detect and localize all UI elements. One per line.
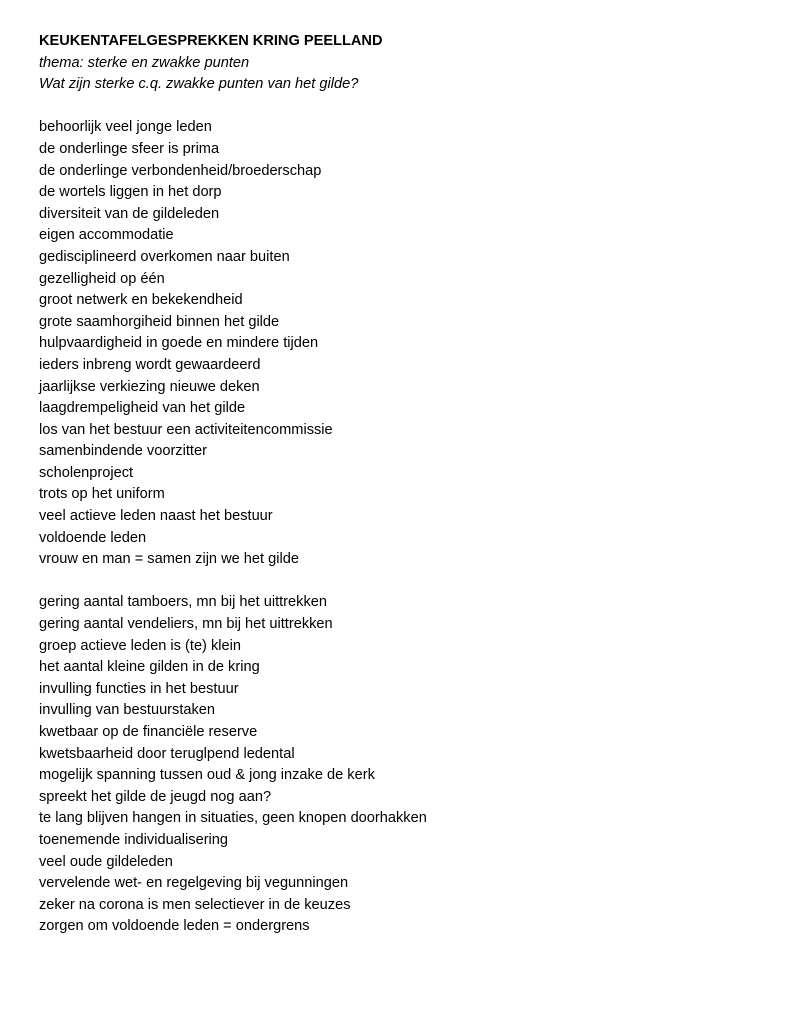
spacer	[39, 571, 759, 593]
strong-point-item: vrouw en man = samen zijn we het gilde	[39, 551, 299, 568]
strong-point-item: gezelligheid op één	[39, 270, 165, 287]
document-title: KEUKENTAFELGESPREKKEN KRING PEELLAND	[39, 33, 383, 49]
spacer	[39, 96, 759, 118]
strong-point-item: behoorlijk veel jonge leden	[39, 119, 212, 136]
strong-point-item: ieders inbreng wordt gewaardeerd	[39, 356, 261, 373]
weak-point-item: vervelende wet- en regelgeving bij vegunningen	[39, 875, 349, 892]
weak-point-item: het aantal kleine gilden in de kring	[39, 659, 260, 676]
weak-point-item: kwetsbaarheid door teruglpend ledental	[39, 745, 295, 762]
weak-point-item: gering aantal tamboers, mn bij het uittrekken	[39, 594, 327, 611]
document-theme: thema: sterke en zwakke punten	[39, 54, 250, 71]
strong-point-item: grote saamhorgiheid binnen het gilde	[39, 313, 280, 330]
weak-point-item: gering aantal vendeliers, mn bij het uittrekken	[39, 616, 333, 633]
weak-point-item: kwetbaar op de financiële reserve	[39, 724, 258, 740]
strong-point-item: jaarlijkse verkiezing nieuwe deken	[39, 378, 260, 395]
strong-point-item: diversiteit van de gildeleden	[39, 205, 220, 222]
strong-point-item: samenbindende voorzitter	[39, 443, 207, 460]
strong-point-item: laagdrempeligheid van het gilde	[39, 400, 246, 417]
weak-point-item: groep actieve leden is (te) klein	[39, 637, 241, 654]
weak-points-list	[39, 592, 759, 938]
strong-point-item: scholenproject	[39, 464, 134, 481]
strong-point-item: los van het bestuur een activiteitencommissie	[39, 421, 333, 438]
strong-point-item: eigen accommodatie	[39, 227, 174, 244]
weak-point-item: zeker na corona is men selectiever in de keuzes	[39, 896, 351, 913]
weak-point-item: spreekt het gilde de jeugd nog aan?	[39, 788, 272, 805]
weak-point-item: zorgen om voldoende leden = ondergrens	[39, 918, 310, 935]
weak-point-item: veel oude gildeleden	[39, 853, 173, 870]
weak-point-item: te lang blijven hangen in situaties, geen knopen doorhakken	[39, 810, 427, 827]
strong-points-list	[39, 117, 759, 570]
weak-point-item: invulling van bestuurstaken	[39, 702, 216, 719]
strong-point-item: trots op het uniform	[39, 486, 165, 503]
strong-point-item: voldoende leden	[39, 529, 147, 546]
strong-point-item: de onderlinge verbondenheid/broederschap	[39, 162, 322, 179]
document-page	[39, 31, 759, 938]
strong-point-item: gedisciplineerd overkomen naar buiten	[39, 248, 290, 265]
strong-point-item: groot netwerk en bekekendheid	[39, 292, 243, 309]
strong-point-item: de wortels liggen in het dorp	[39, 184, 222, 201]
weak-point-item: toenemende individualisering	[39, 831, 229, 848]
strong-point-item: de onderlinge sfeer is prima	[39, 140, 220, 157]
strong-point-item: veel actieve leden naast het bestuur	[39, 508, 273, 525]
document-question: Wat zijn sterke c.q. zwakke punten van het gilde?	[39, 76, 359, 93]
weak-point-item: invulling functies in het bestuur	[39, 680, 239, 697]
strong-point-item: hulpvaardigheid in goede en mindere tijden	[39, 335, 319, 352]
weak-point-item: mogelijk spanning tussen oud & jong inzake de kerk	[39, 767, 375, 784]
